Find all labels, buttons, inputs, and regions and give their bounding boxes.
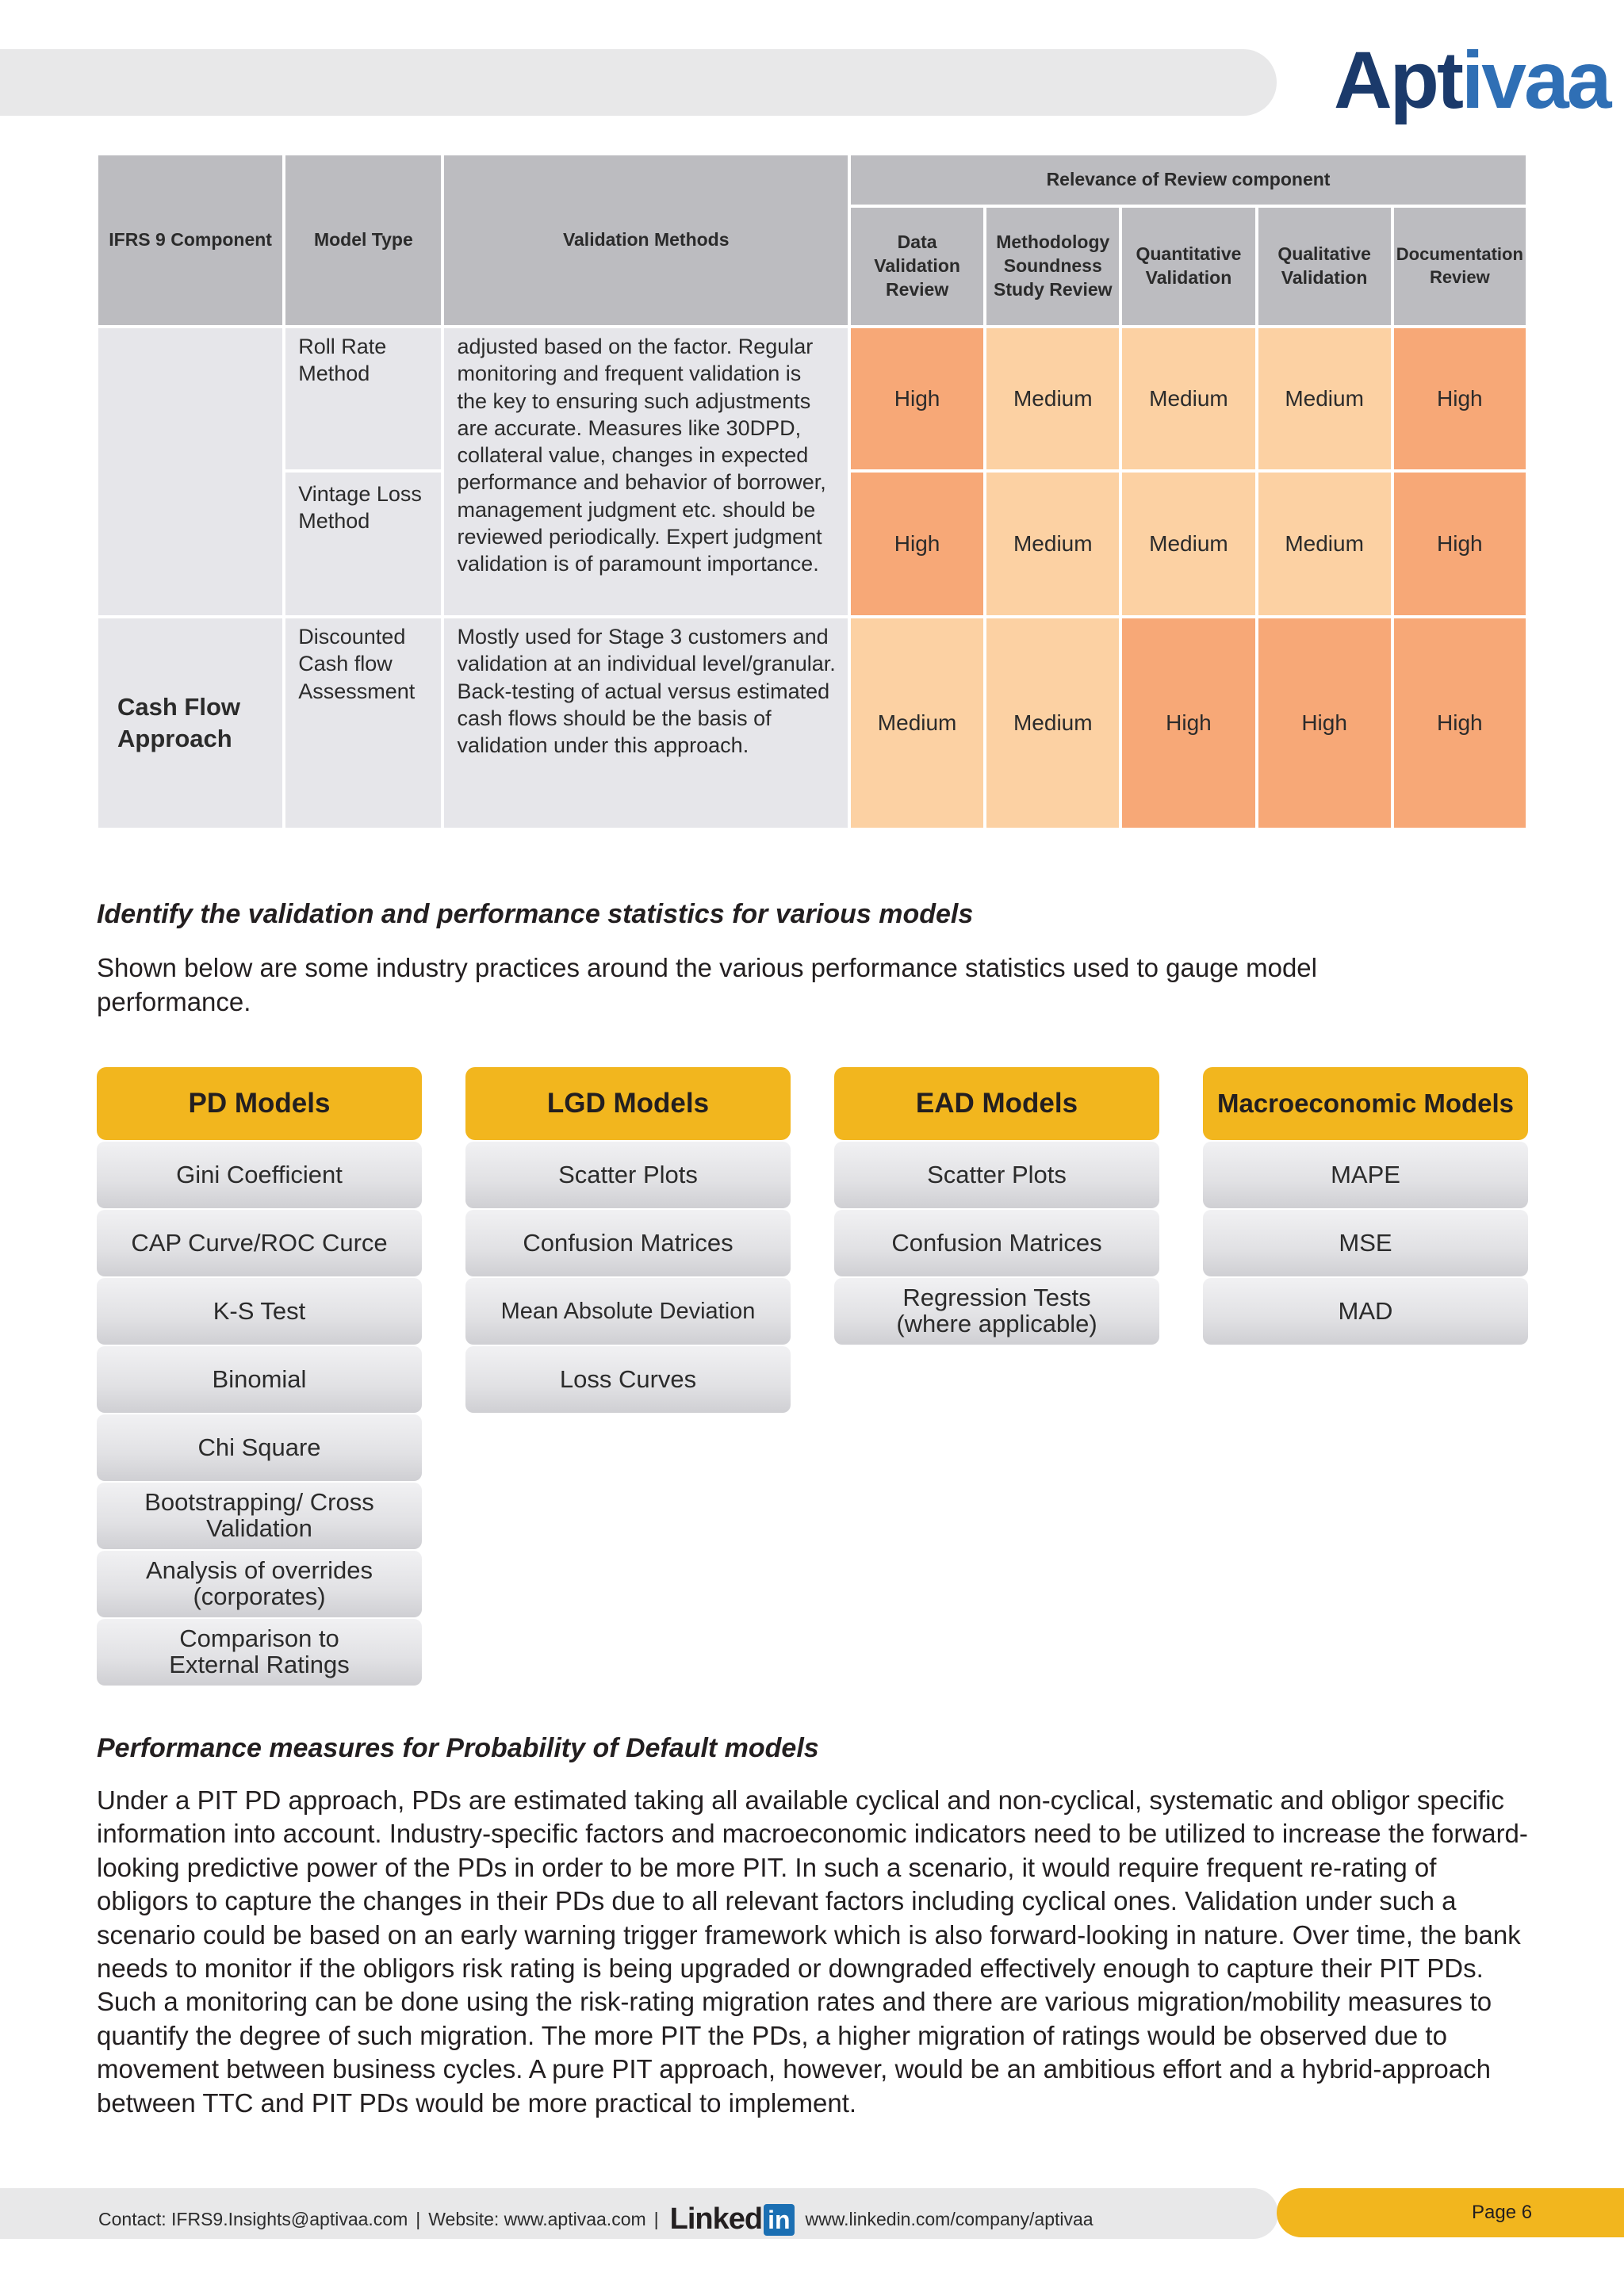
list-item: Comparison to External Ratings — [97, 1619, 422, 1686]
rating-cell: High — [1394, 473, 1526, 615]
rating-cell: High — [851, 473, 983, 615]
pd-models-header: PD Models — [97, 1067, 422, 1140]
header-data-validation: Data Validation Review — [851, 208, 983, 325]
section-intro-text: Shown below are some industry practices around the various performance statistics used to gauge model performance. — [97, 953, 1317, 1016]
linkedin-icon: Linked in — [670, 2202, 795, 2237]
list-item: Gini Coefficient — [97, 1142, 422, 1208]
list-item: Mean Absolute Deviation — [465, 1278, 791, 1345]
list-item: Confusion Matrices — [834, 1210, 1159, 1276]
list-item: MAD — [1203, 1278, 1528, 1345]
lgd-models-header: LGD Models — [465, 1067, 791, 1140]
rating-cell: Medium — [986, 328, 1119, 469]
header-model-type: Model Type — [285, 155, 441, 325]
section-heading-validation-statistics: Identify the validation and performance statistics for various models — [97, 899, 974, 929]
rating-cell: Medium — [851, 618, 983, 828]
list-item: Bootstrapping/ Cross Validation — [97, 1483, 422, 1549]
macroeconomic-models-header: Macroeconomic Models — [1203, 1067, 1528, 1140]
ead-models-column — [834, 1067, 1159, 1345]
footer-contact-line — [98, 2202, 1094, 2237]
list-item: Loss Curves — [465, 1346, 791, 1413]
rating-cell: Medium — [986, 618, 1119, 828]
separator: | — [416, 2209, 421, 2229]
list-item: Regression Tests (where applicable) — [834, 1278, 1159, 1345]
lgd-models-column — [465, 1067, 791, 1413]
section-heading-pd-performance: Performance measures for Probability of Default models — [97, 1733, 819, 1763]
list-item: Analysis of overrides (corporates) — [97, 1551, 422, 1617]
separator: | — [653, 2209, 659, 2229]
page-number: Page 6 — [1472, 2202, 1533, 2223]
review-component-table — [95, 152, 1529, 831]
model-type-cell: Roll Rate Method — [285, 328, 441, 469]
page-badge — [1277, 2188, 1624, 2237]
website-link[interactable]: Website: www.aptivaa.com — [428, 2209, 646, 2229]
rating-cell: High — [1394, 618, 1526, 828]
pd-models-column — [97, 1067, 422, 1686]
rating-cell: Medium — [1258, 328, 1391, 469]
header-quantitative-validation: Quantitative Validation — [1122, 208, 1254, 325]
list-item: Confusion Matrices — [465, 1210, 791, 1276]
rating-cell: High — [1122, 618, 1254, 828]
rating-cell: Medium — [1258, 473, 1391, 615]
header-bar — [0, 49, 1277, 116]
rating-cell: Medium — [986, 473, 1119, 615]
component-cash-flow-approach: Cash Flow Approach — [98, 618, 282, 828]
list-item: Scatter Plots — [465, 1142, 791, 1208]
list-item: MSE — [1203, 1210, 1528, 1276]
list-item: MAPE — [1203, 1142, 1528, 1208]
component-cell-empty — [98, 328, 282, 615]
header-documentation-review: Documentation Review — [1394, 208, 1526, 325]
contact-email[interactable]: Contact: IFRS9.Insights@aptivaa.com — [98, 2209, 408, 2229]
list-item: Scatter Plots — [834, 1142, 1159, 1208]
header-methodology-soundness: Methodology Soundness Study Review — [986, 208, 1119, 325]
list-item: K-S Test — [97, 1278, 422, 1345]
linkedin-link[interactable]: www.linkedin.com/company/aptivaa — [805, 2209, 1094, 2229]
rating-cell: High — [1258, 618, 1391, 828]
header-relevance: Relevance of Review component — [851, 155, 1526, 205]
list-item: CAP Curve/ROC Curce — [97, 1210, 422, 1276]
list-item: Binomial — [97, 1346, 422, 1413]
model-type-cell: Vintage Loss Method — [285, 473, 441, 615]
header-validation-methods: Validation Methods — [444, 155, 848, 325]
model-type-cell: Discounted Cash flow Assessment — [285, 618, 441, 828]
ead-models-header: EAD Models — [834, 1067, 1159, 1140]
list-item: Chi Square — [97, 1414, 422, 1481]
validation-method-cell: Mostly used for Stage 3 customers and validation at an individual level/granular. Back-testing of actual versus estimated cash flows should be the basis of validation under this approach. — [444, 618, 848, 828]
aptivaa-logo: Aptivaa — [1334, 35, 1610, 125]
rating-cell: Medium — [1122, 328, 1254, 469]
header-ifrs9-component: IFRS 9 Component — [98, 155, 282, 325]
rating-cell: High — [1394, 328, 1526, 469]
macroeconomic-models-column — [1203, 1067, 1528, 1345]
validation-method-cell: adjusted based on the factor. Regular monitoring and frequent validation is the key to ensuring such adjustments are accurate. Measures like 30DPD, collateral value, changes in expected performance and behavior of borrower, management judgment etc. should be reviewed periodically. Expert judgment validation is of paramount importance. — [444, 328, 848, 615]
rating-cell: High — [851, 328, 983, 469]
rating-cell: Medium — [1122, 473, 1254, 615]
pd-performance-paragraph: Under a PIT PD approach, PDs are estimated taking all available cyclical and non-cyclical, systematic and obligor specific information into account. Industry-specific factors and macroeconomic indicators need to be utilized to increase the forward-looking predictive power of the PDs in order to be more PIT. In such a scenario, it would require frequent re-rating of obligors to capture the changes in their PDs due to all relevant factors including cyclical ones. Validation under such a scenario could be based on an early warning trigger framework which is also forward-looking in nature. Over time, the bank needs to monitor if the obligors risk rating is being upgraded or downgraded effectively enough to capture their PIT PDs. Such a monitoring can be done using the risk-rating migration rates and there are various migration/mobility measures to quantify the degree of such migration. The more PIT the PDs, a higher migration of ratings would be observed due to movement between business cycles. A pure PIT approach, however, would be an ambitious effort and a hybrid-approach between TTC and PIT PDs would be more practical to implement. — [97, 1785, 1528, 2118]
header-qualitative-validation: Qualitative Validation — [1258, 208, 1391, 325]
